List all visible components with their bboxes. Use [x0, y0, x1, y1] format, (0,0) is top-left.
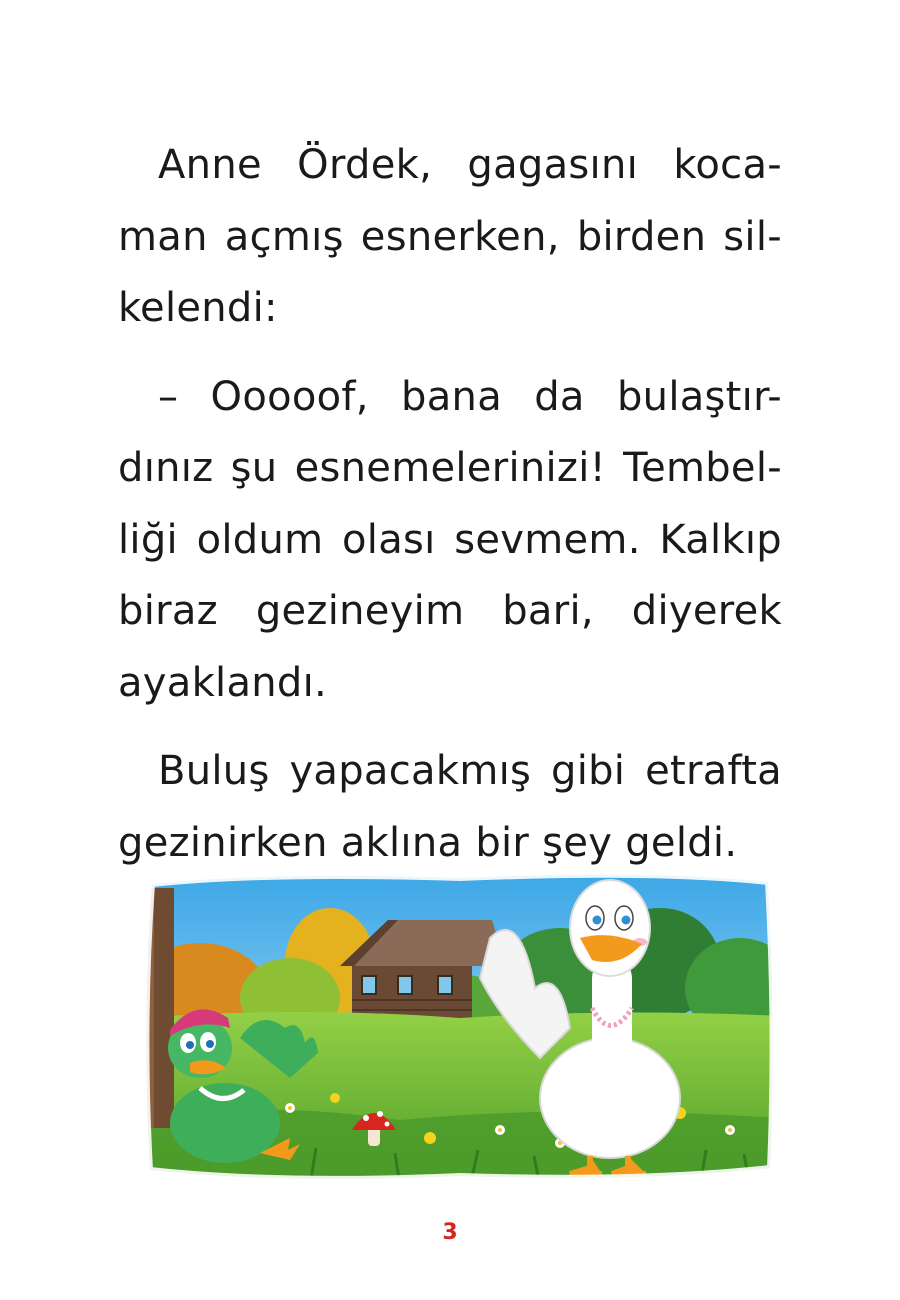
text-line: ayaklandı. [118, 659, 328, 706]
text-line: dınız şu esnemelerinizi! Tembel- [118, 445, 782, 491]
text-line: – Ooooof, bana da bulaştır- [158, 373, 782, 420]
paragraph-2 [118, 362, 782, 720]
text-line: gezinirken aklına bir şey geldi. [118, 819, 738, 866]
text-line: man açmış esnerken, birden sil- [118, 213, 782, 260]
story-text [118, 130, 782, 896]
text-line: kelendi: [118, 285, 278, 331]
paragraph-1 [118, 130, 782, 345]
text-line: Anne Ördek, gagasını koca- [158, 142, 782, 188]
text-line: liği oldum olası sevmem. Kalkıp [118, 516, 782, 563]
page-number: 3 [442, 1220, 458, 1245]
story-illustration [140, 868, 780, 1186]
paragraph-3 [118, 736, 782, 879]
text-line: biraz gezineyim bari, diyerek [118, 588, 782, 634]
text-line: Buluş yapacakmış gibi etrafta [158, 748, 782, 794]
